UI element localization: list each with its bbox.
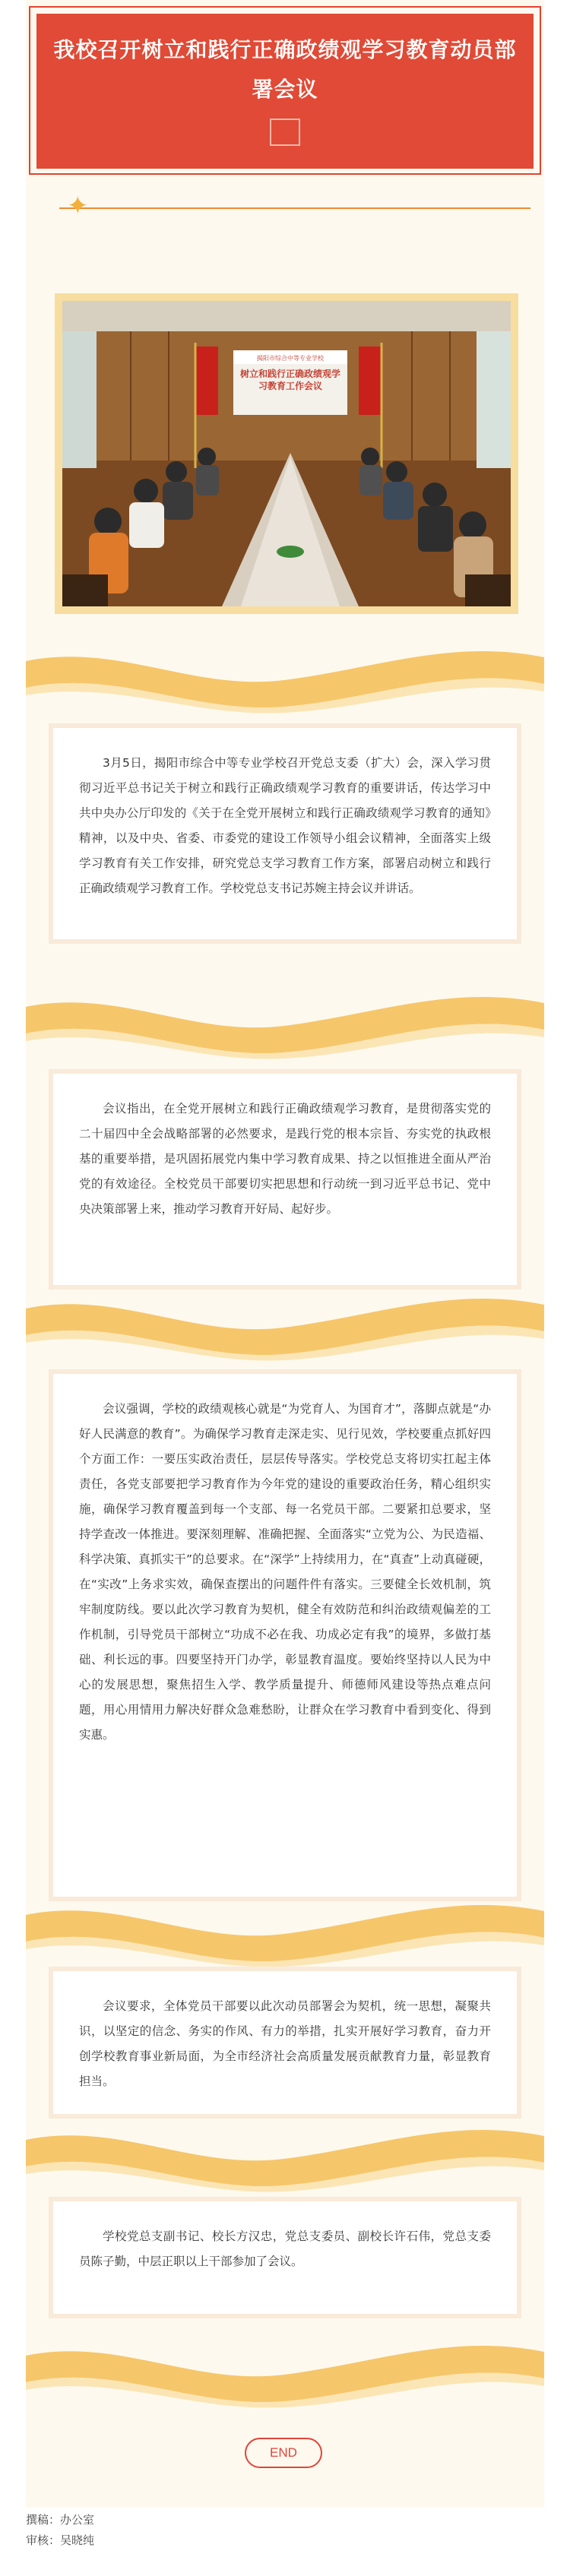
paragraph-card bbox=[49, 723, 521, 944]
title-square-ornament bbox=[270, 119, 300, 146]
paragraph-card bbox=[49, 2197, 521, 2318]
wave-divider bbox=[26, 2340, 544, 2409]
wave-divider bbox=[26, 1293, 544, 1362]
end-badge: END bbox=[245, 2438, 322, 2468]
paragraph-card bbox=[49, 1069, 521, 1290]
wave-divider bbox=[26, 2125, 544, 2193]
wave-divider bbox=[26, 646, 544, 714]
paragraph-card bbox=[49, 1967, 521, 2119]
paragraph-text: 学校党总支副书记、校长方汉忠，党总支委员、副校长许石伟，党总支委员陈子勤，中层正职以上干部参加了会议。 bbox=[79, 2229, 491, 2268]
screen-title: 树立和践行正确政绩观学习教育工作会议 bbox=[239, 369, 340, 391]
star-icon: ✦ bbox=[67, 191, 89, 221]
author-credit: 撰稿：办公室 bbox=[26, 2513, 95, 2527]
paragraph-text: 会议要求，全体党员干部要以此次动员部署会为契机，统一思想，凝聚共识，以坚定的信念、务实的作风、有力的举措，扎实开展好学习教育，奋力开创学校教育事业新局面，为全市经济社会高质量发展贡献教育力量，彰显教育担当。 bbox=[79, 1999, 491, 2088]
wave-divider bbox=[26, 992, 544, 1060]
meeting-photo bbox=[62, 301, 511, 606]
paragraph-card bbox=[49, 1369, 521, 1901]
paragraph-text: 3月5日，揭阳市综合中等专业学校召开党总支委（扩大）会，深入学习贯彻习近平总书记关于树立和践行正确政绩观学习教育的重要讲话，传达学习中共中央办公厅印发的《关于在全党开展树立和践行正确政绩观学习教育的通知》精神，以及中央、省委、市委党的建设工作领导小组会议精神，全面落实上级学习教育有关工作安排，研究党总支学习教育工作方案，部署启动树立和践行正确政绩观学习教育工作。学校党总支书记苏婉主持会议并讲话。 bbox=[79, 756, 491, 895]
reviewer-credit: 审核：吴晓纯 bbox=[26, 2533, 95, 2547]
page-title: 我校召开树立和践行正确政绩观学习教育动员部署会议 bbox=[53, 37, 517, 102]
screen-caption: 揭阳市综合中等专业学校 bbox=[257, 355, 324, 362]
wave-divider bbox=[26, 1900, 544, 1968]
credits bbox=[26, 2510, 94, 2551]
divider-line bbox=[59, 207, 530, 209]
paragraph-text: 会议强调，学校的政绩观核心就是“为党育人、为国育才”，落脚点就是“办好人民满意的教育”。为确保学习教育走深走实、见行见效，学校要重点抓好四个方面工作：一要压实政治责任，层层传导落实。学校党总支将切实扛起主体责任，各党支部要把学习教育作为今年党的建设的重要政治任务，精心组织实施，确保学习教育覆盖到每一个支部、每一名党员干部。二要紧扣总要求，坚持学查改一体推进。要深刻理解、准确把握、全面落实“立党为公、为民造福、科学决策、真抓实干”的总要求。在“深学”上持续用力，在“真查”上动真碰硬，在“实改”上务求实效，确保查摆出的问题件件有落实。三要健全长效机制，筑牢制度防线。要以此次学习教育为契机，健全有效防范和纠治政绩观偏差的工作机制，引导党员干部树立“功成不必在我、功成必定有我”的境界，多做打基础、利长远的事。四要坚持开门办学，彰显教育温度。要始终坚持以人民为中心的发展思想，聚焦招生入学、教学质量提升、师德师风建设等热点难点问题，用心用情用力解决好群众急难愁盼，让群众在学习教育中看到变化、得到实惠。 bbox=[79, 1402, 491, 1742]
paragraph-text: 会议指出，在全党开展树立和践行正确政绩观学习教育，是贯彻落实党的二十届四中全会战略部署的必然要求，是践行党的根本宗旨、夯实党的执政根基的重要举措，是巩固拓展党内集中学习教育成果、持之以恒推进全面从严治党的有效途径。全校党员干部要切实把思想和行动统一到习近平总书记、党中央决策部署上来，推动学习教育开好局、起好步。 bbox=[79, 1102, 491, 1216]
